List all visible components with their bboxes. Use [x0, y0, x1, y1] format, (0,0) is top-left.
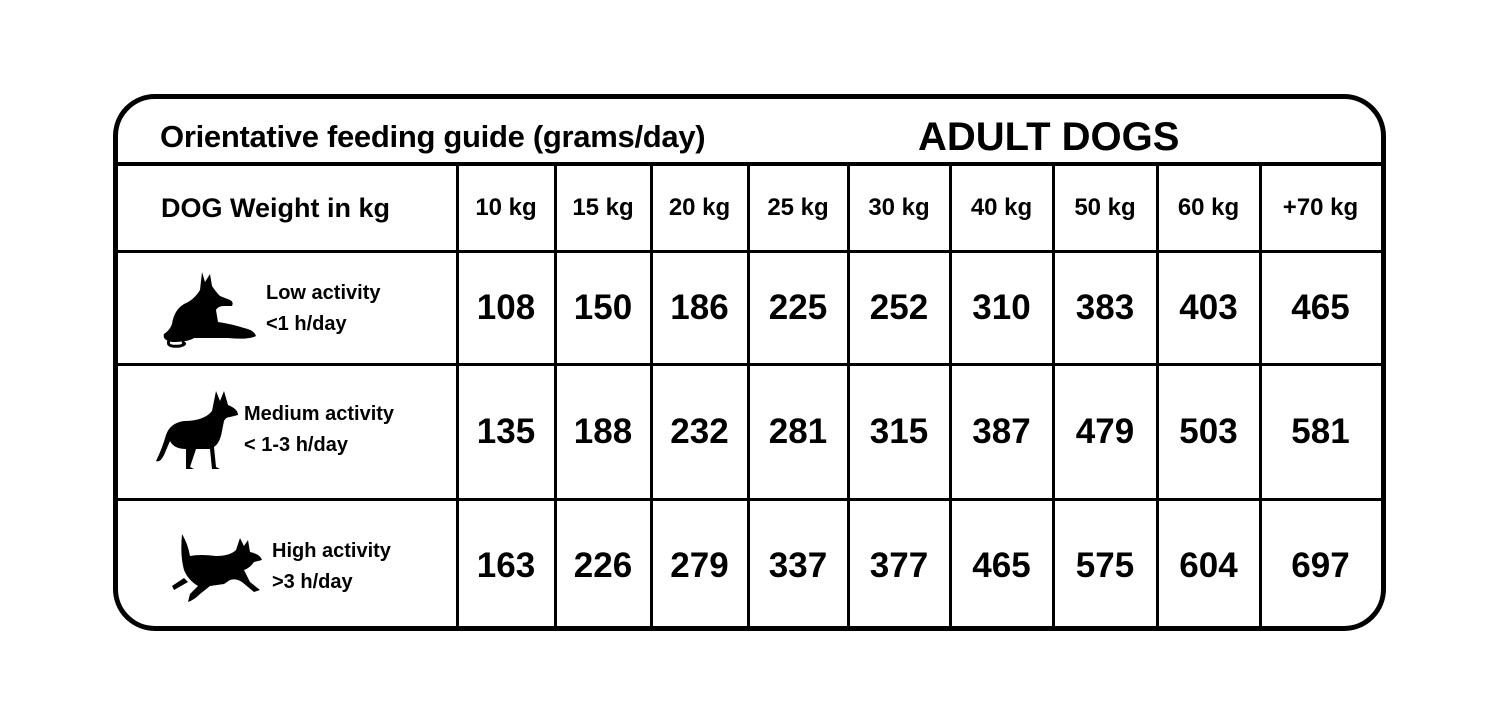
weight-column-header: 25 kg	[767, 194, 829, 221]
activity-label-medium	[154, 386, 394, 474]
feeding-amount-cell: 697	[1291, 546, 1350, 585]
column-divider	[554, 166, 557, 626]
weight-column-header: 10 kg	[475, 194, 537, 221]
activity-duration: <1 h/day	[266, 313, 347, 335]
feeding-amount-cell: 225	[768, 288, 828, 327]
activity-name: Medium activity	[244, 403, 395, 425]
feeding-amount-cell: 232	[670, 412, 729, 451]
weight-column-header: 20 kg	[668, 194, 731, 221]
feeding-amount-cell: 337	[768, 546, 828, 585]
lying-dog-icon	[158, 270, 258, 348]
feeding-amount-cell: 135	[476, 412, 536, 451]
column-divider	[747, 166, 750, 626]
feeding-amount-cell: 581	[1291, 412, 1350, 451]
feeding-amount-cell: 479	[1075, 412, 1135, 451]
column-divider	[456, 166, 459, 626]
feeding-amount-cell: 281	[768, 412, 828, 451]
column-divider	[1156, 166, 1159, 626]
column-divider	[650, 166, 653, 626]
weight-column-header: 30 kg	[868, 194, 930, 221]
column-divider	[1052, 166, 1055, 626]
running-dog-icon	[170, 530, 266, 604]
feeding-amount-cell: 315	[869, 412, 929, 451]
feeding-amount-cell: 575	[1075, 546, 1135, 585]
feeding-amount-cell: 383	[1075, 288, 1135, 327]
weight-header-label: DOG Weight in kg	[161, 192, 390, 223]
column-divider	[847, 166, 850, 626]
feeding-amount-cell: 387	[972, 412, 1031, 451]
weight-column-header: 60 kg	[1177, 194, 1240, 221]
activity-duration: >3 h/day	[272, 571, 353, 593]
feeding-amount-cell: 465	[972, 546, 1031, 585]
weight-column-header: 40 kg	[970, 194, 1033, 221]
feeding-amount-cell: 604	[1179, 546, 1238, 585]
activity-name: Low activity	[266, 282, 381, 304]
activity-duration: < 1-3 h/day	[244, 434, 348, 456]
feeding-amount-cell: 377	[869, 546, 929, 585]
weight-column-header: 50 kg	[1074, 194, 1136, 221]
feeding-amount-cell: 108	[476, 288, 536, 327]
feeding-amount-cell: 226	[573, 546, 633, 585]
guide-title: Orientative feeding guide (grams/day)	[160, 119, 706, 154]
weight-column-header: 15 kg	[572, 194, 634, 221]
adult-dogs-heading: ADULT DOGS	[918, 115, 1180, 159]
feeding-amount-cell: 188	[573, 412, 633, 451]
column-divider	[949, 166, 952, 626]
feeding-amount-cell: 310	[972, 288, 1031, 327]
activity-name: High activity	[272, 540, 391, 562]
weight-column-header: +70 kg	[1282, 194, 1359, 221]
activity-label-low	[158, 269, 380, 349]
title-row	[118, 99, 1381, 167]
feeding-amount-cell: 403	[1179, 288, 1238, 327]
feeding-amount-cell: 150	[573, 288, 633, 327]
feeding-amount-cell: 503	[1179, 412, 1238, 451]
feeding-amount-cell: 252	[869, 288, 929, 327]
activity-label-high	[170, 529, 391, 605]
feeding-amount-cell: 465	[1291, 288, 1350, 327]
feeding-amount-cell: 279	[670, 546, 729, 585]
feeding-amount-cell: 163	[476, 546, 536, 585]
feeding-amount-cell: 186	[670, 288, 729, 327]
feeding-guide-card	[113, 94, 1386, 631]
standing-dog-icon	[154, 387, 240, 473]
column-divider	[1259, 166, 1262, 626]
